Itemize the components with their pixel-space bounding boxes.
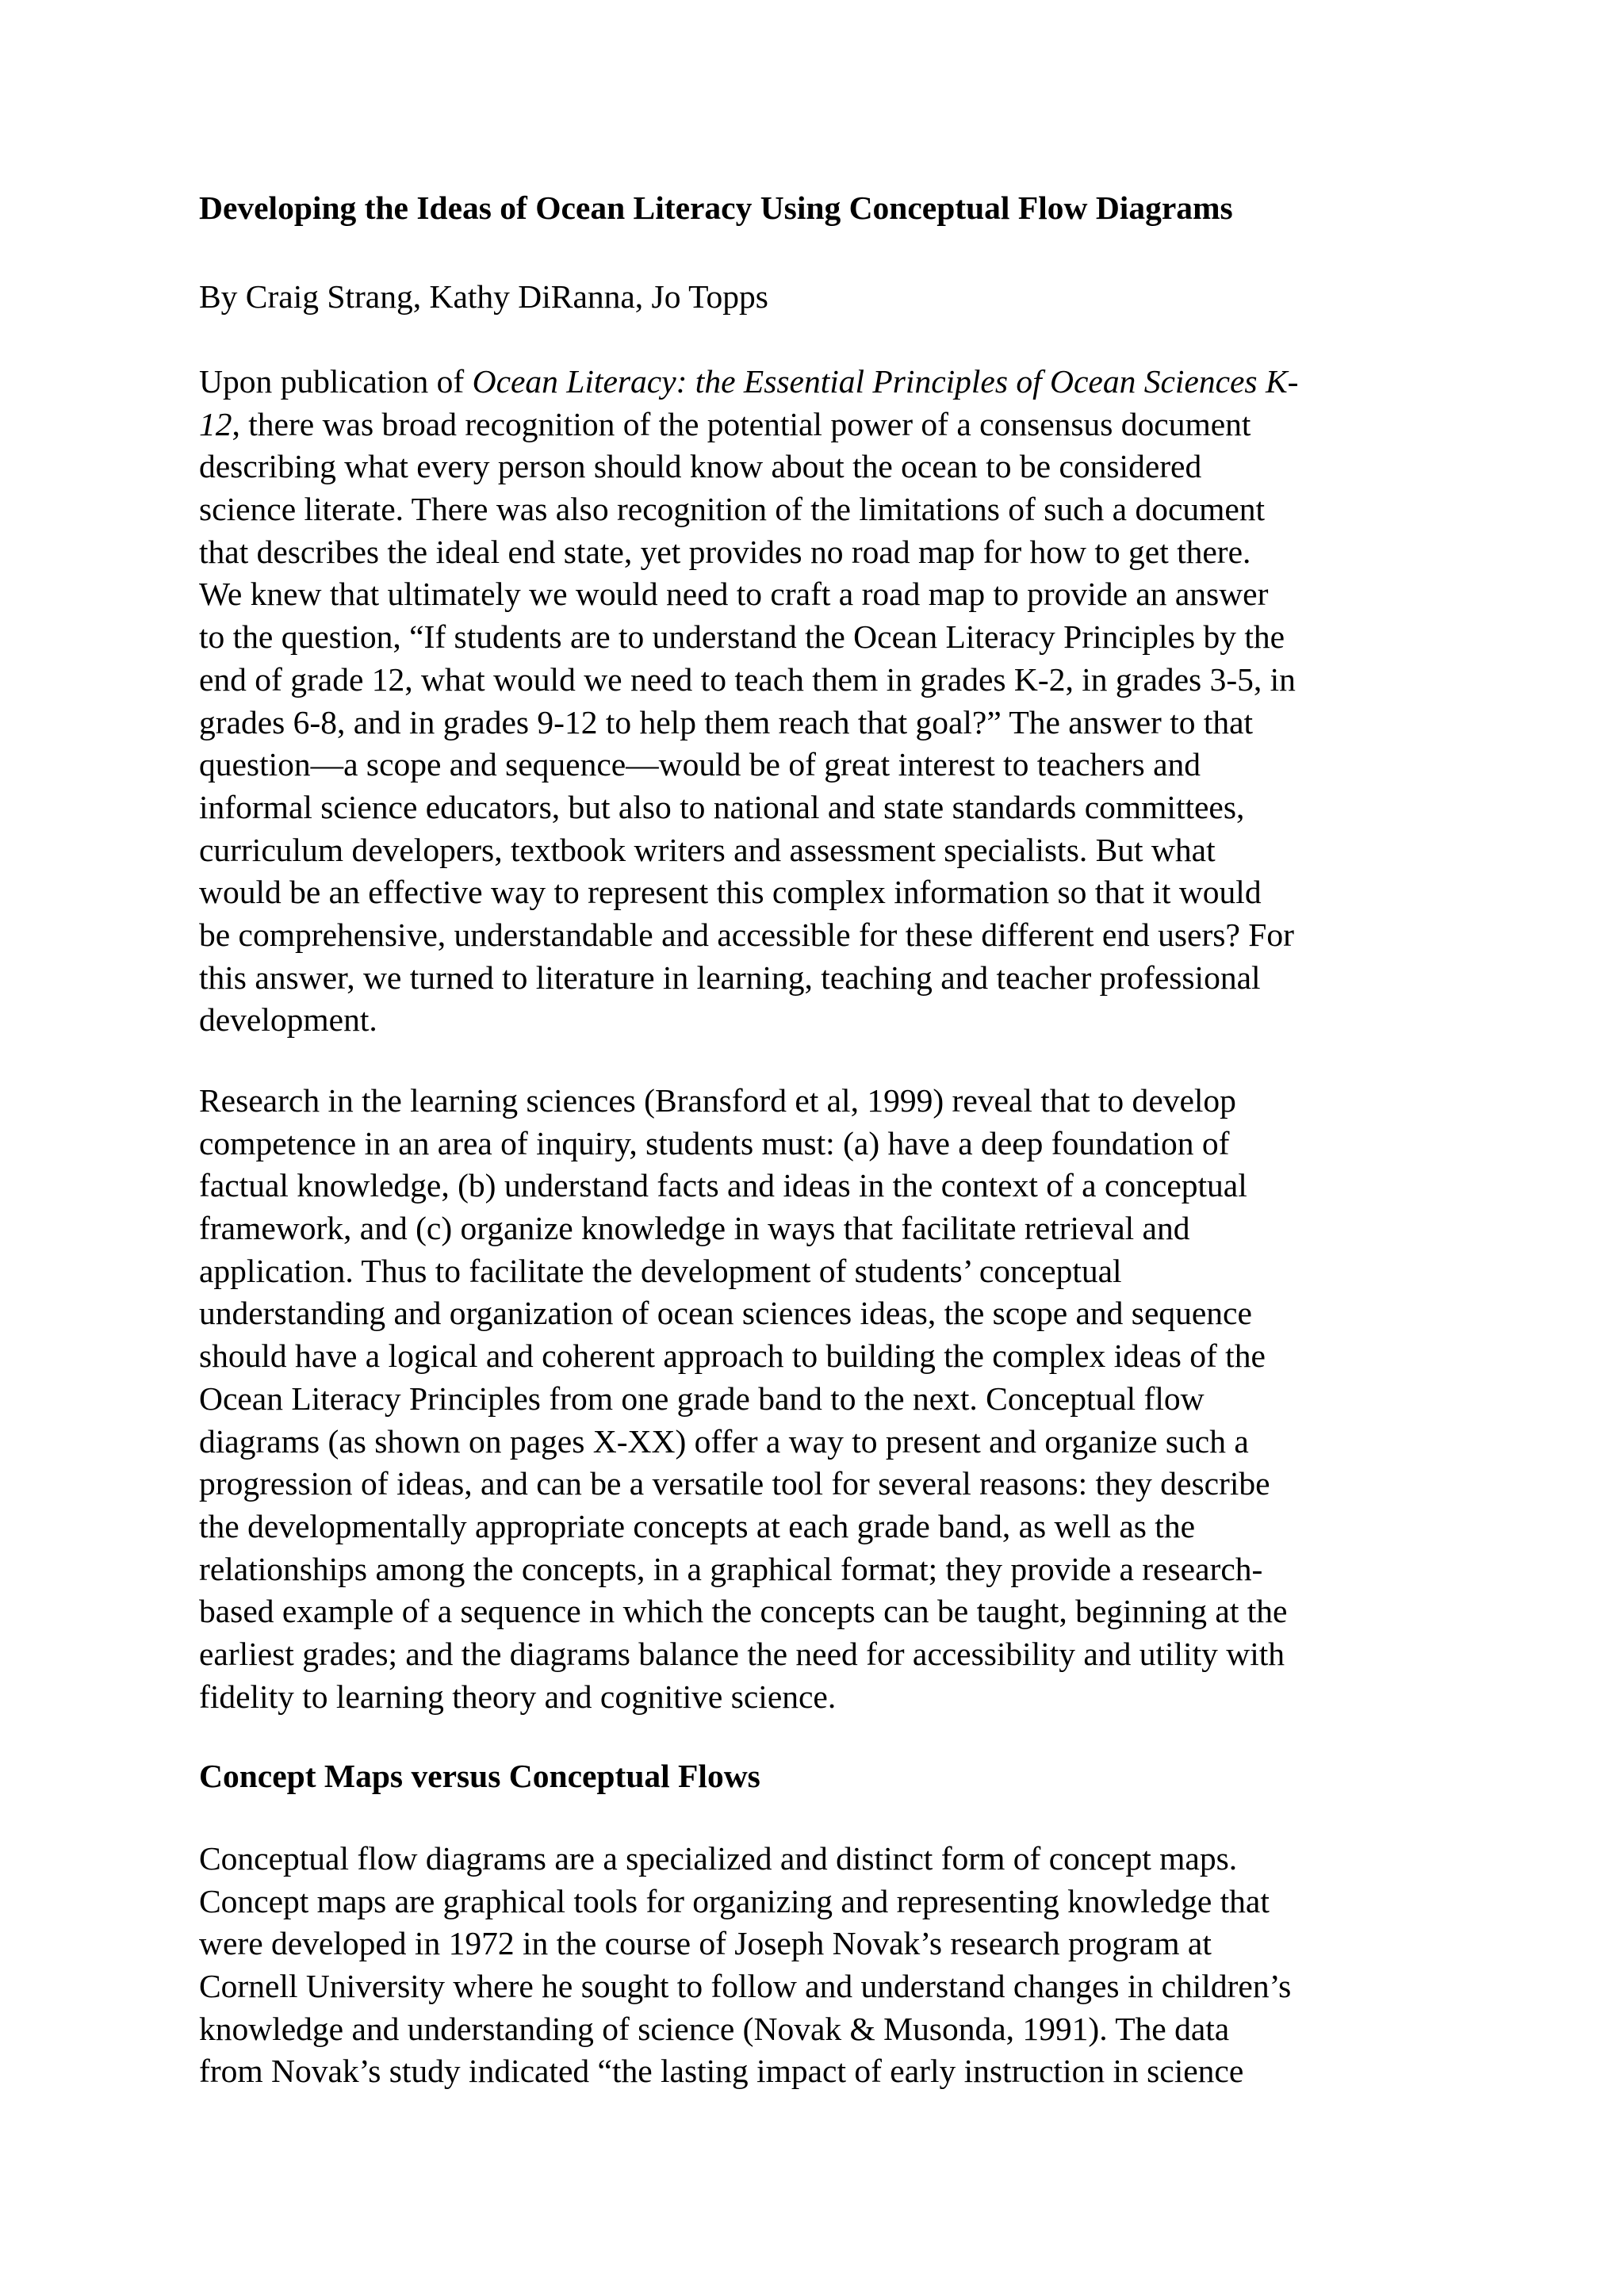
paragraph-line: would be an effective way to represent this complex information so that it would (199, 874, 1262, 911)
paragraph-line: diagrams (as shown on pages X-XX) offer a way to present and organize such a (199, 1422, 1249, 1460)
paragraph-line: factual knowledge, (b) understand facts and ideas in the context of a conceptual (199, 1167, 1247, 1204)
publication-title-italic: Ocean Literacy: the Essential Principles of Ocean Sciences K- (472, 363, 1299, 400)
paragraph-line: earliest grades; and the diagrams balance the need for accessibility and utility with (199, 1635, 1285, 1672)
paragraph-line: Conceptual flow diagrams are a specialized and distinct form of concept maps. (199, 1840, 1238, 1877)
paragraph-line: the developmentally appropriate concepts at each grade band, as well as the (199, 1507, 1196, 1544)
paragraph-line: describing what every person should know about the ocean to be considered (199, 448, 1202, 485)
section-heading: Concept Maps versus Conceptual Flows (199, 1758, 760, 1794)
paragraph-line: progression of ideas, and can be a versatile tool for several reasons: they describe (199, 1465, 1270, 1502)
paragraph-line: grades 6-8, and in grades 9-12 to help them reach that goal?” The answer to that (199, 703, 1254, 740)
paragraph-line: Cornell University where he sought to follow and understand changes in children’s (199, 1968, 1292, 2005)
paragraph-line: competence in an area of inquiry, students must: (a) have a deep foundation of (199, 1124, 1230, 1161)
document-title: Developing the Ideas of Ocean Literacy Using Conceptual Flow Diagrams (199, 189, 1233, 226)
paragraph-line: application. Thus to facilitate the development of students’ conceptual (199, 1252, 1122, 1289)
paragraph-line: from Novak’s study indicated “the lasting impact of early instruction in science (199, 2053, 1244, 2090)
paragraph-line: understanding and organization of ocean sciences ideas, the scope and sequence (199, 1295, 1252, 1332)
paragraph-line: question—a scope and sequence—would be of great interest to teachers and (199, 746, 1201, 783)
paragraph-line: informal science educators, but also to national and state standards committees, (199, 788, 1245, 825)
paragraph-line: We knew that ultimately we would need to craft a road map to provide an answer (199, 576, 1269, 613)
paragraph-line: relationships among the concepts, in a graphical format; they provide a research- (199, 1550, 1263, 1587)
text-run: Upon publication of (199, 363, 473, 400)
publication-title-italic: 12 (199, 405, 232, 442)
paragraph-line: this answer, we turned to literature in learning, teaching and teacher professional (199, 959, 1261, 996)
paragraph-concept-maps (199, 1838, 1291, 2093)
paragraph-line: development. (199, 1001, 377, 1039)
paragraph-line: Ocean Literacy Principles from one grade band to the next. Conceptual flow (199, 1380, 1205, 1417)
paragraph-line: framework, and (c) organize knowledge in ways that facilitate retrieval and (199, 1210, 1190, 1247)
paragraph-line: knowledge and understanding of science (Novak & Musonda, 1991). The data (199, 2010, 1230, 2047)
document-body (199, 187, 1452, 2090)
paragraph-line (199, 404, 1298, 446)
paragraph-intro (199, 361, 1298, 1042)
author-byline: By Craig Strang, Kathy DiRanna, Jo Topps (199, 278, 768, 315)
paragraph-line: to the question, “If students are to understand the Ocean Literacy Principles by the (199, 618, 1285, 656)
paragraph-line (199, 361, 1298, 404)
paragraph-line: were developed in 1972 in the course of Joseph Novak’s research program at (199, 1925, 1212, 1962)
text-run: , there was broad recognition of the potential power of a consensus document (232, 405, 1251, 442)
paragraph-line: based example of a sequence in which the concepts can be taught, beginning at the (199, 1593, 1288, 1630)
paragraph-line: fidelity to learning theory and cognitive science. (199, 1678, 837, 1715)
paragraph-line: Research in the learning sciences (Bransford et al, 1999) reveal that to develop (199, 1082, 1236, 1119)
paragraph-line: that describes the ideal end state, yet provides no road map for how to get there. (199, 533, 1251, 570)
paragraph-line: be comprehensive, understandable and accessible for these different end users? For (199, 916, 1294, 953)
paragraph-research (199, 1080, 1287, 1718)
paragraph-line: curriculum developers, textbook writers and assessment specialists. But what (199, 831, 1216, 868)
paragraph-line: science literate. There was also recognition of the limitations of such a document (199, 491, 1266, 528)
paragraph-line: end of grade 12, what would we need to teach them in grades K-2, in grades 3-5, in (199, 660, 1296, 698)
paragraph-line: Concept maps are graphical tools for organizing and representing knowledge that (199, 1882, 1270, 1919)
paragraph-line: should have a logical and coherent approach to building the complex ideas of the (199, 1337, 1266, 1375)
